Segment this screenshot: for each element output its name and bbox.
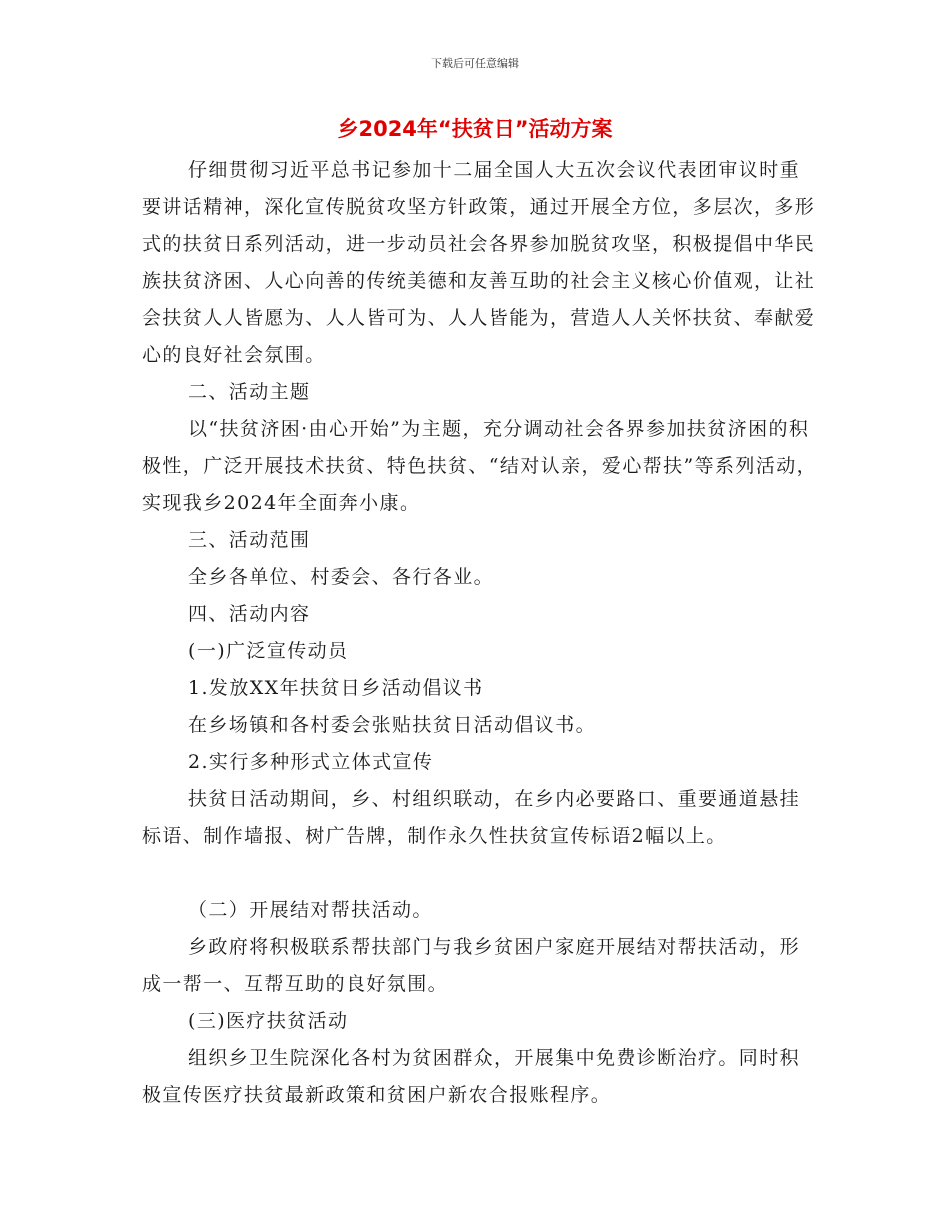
item-heading-1: 1.发放XX年扶贫日乡活动倡议书 — [188, 677, 484, 699]
blank-line — [142, 855, 818, 892]
subheading-medical: (三)医疗扶贫活动 — [188, 1010, 349, 1032]
item-paragraph-2: 扶贫日活动期间，乡、村组织联动，在乡内必要路口、重要通道悬挂标语、制作墙报、树广告牌，制作永久性扶贫宣传标语2幅以上。 — [142, 788, 801, 847]
header-note: 下载后可任意编辑 — [431, 57, 519, 70]
section-heading-scope: 三、活动范围 — [188, 529, 311, 551]
theme-paragraph: 以“扶贫济困·由心开始”为主题，充分调动社会各界参加扶贫济困的积极性，广泛开展技术扶贫、特色扶贫、“结对认亲，爱心帮扶”等系列活动，实现我乡2024年全面奔小康。 — [142, 418, 818, 514]
intro-paragraph: 仔细贯彻习近平总书记参加十二届全国人大五次会议代表团审议时重要讲话精神，深化宣传脱贫攻坚方针政策，通过开展全方位，多层次，多形式的扶贫日系列活动，进一步动员社会各界参加脱贫攻坚，积极提倡中华民族扶贫济困、人心向善的传统美德和友善互助的社会主义核心价值观，让社会扶贫人人皆愿为、人人皆可为、人人皆能为，营造人人关怀扶贫、奉献爱心的良好社会氛围。 — [142, 159, 816, 366]
medical-paragraph: 组织乡卫生院深化各村为贫困群众，开展集中免费诊断治疗。同时积极宣传医疗扶贫最新政策和贫困户新农合报账程序。 — [142, 1047, 801, 1106]
document-body — [142, 152, 818, 1114]
document-title: 乡2024年“扶贫日”活动方案 — [337, 117, 613, 141]
subheading-pairing: （二）开展结对帮扶活动。 — [188, 899, 433, 921]
pairing-paragraph: 乡政府将积极联系帮扶部门与我乡贫困户家庭开展结对帮扶活动，形成一帮一、互帮互助的良好氛围。 — [142, 936, 801, 995]
subheading-publicity: (一)广泛宣传动员 — [188, 640, 349, 662]
scope-paragraph: 全乡各单位、村委会、各行各业。 — [188, 566, 495, 588]
item-heading-2: 2.实行多种形式立体式宣传 — [188, 751, 434, 773]
section-heading-theme: 二、活动主题 — [188, 381, 311, 403]
section-heading-content: 四、活动内容 — [188, 603, 311, 625]
item-paragraph-1: 在乡场镇和各村委会张贴扶贫日活动倡议书。 — [188, 714, 597, 736]
